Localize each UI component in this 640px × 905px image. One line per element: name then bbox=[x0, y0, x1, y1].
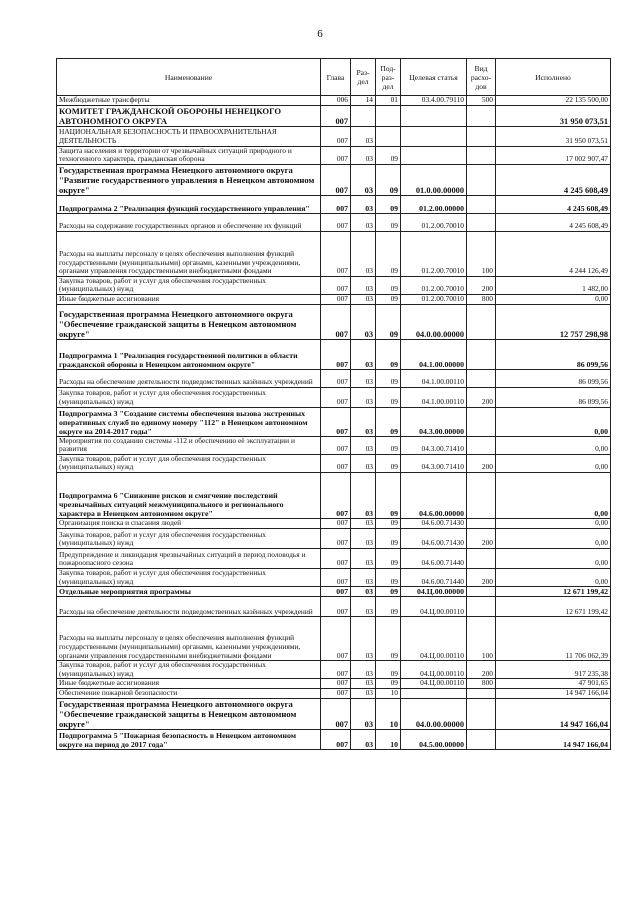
cell-vid bbox=[467, 146, 496, 164]
cell-article: 03.4.00.79110 bbox=[401, 96, 467, 106]
cell-razdel: 03 bbox=[351, 294, 376, 304]
cell-vid: 800 bbox=[467, 294, 496, 304]
cell-amount: 12 671 199,42 bbox=[496, 587, 611, 597]
table-row bbox=[57, 729, 611, 749]
cell-podrazdel: 09 bbox=[376, 454, 401, 472]
cell-vid bbox=[467, 518, 496, 528]
header-glava: Глава bbox=[321, 59, 351, 96]
cell-vid bbox=[467, 698, 496, 729]
cell-name: Закупка товаров, работ и услуг для обеспечения государственных (муниципальных) нужд bbox=[57, 661, 321, 679]
cell-glava: 007 bbox=[321, 387, 351, 407]
cell-vid bbox=[467, 213, 496, 231]
cell-amount: 0,00 bbox=[496, 454, 611, 472]
cell-amount: 0,00 bbox=[496, 568, 611, 586]
cell-podrazdel: 09 bbox=[376, 587, 401, 597]
cell-name: Расходы на содержание государственных органов и обеспечение их функций bbox=[57, 213, 321, 231]
cell-vid bbox=[467, 688, 496, 698]
cell-name: Мероприятия по созданию системы -112 и обеспечению её эксплуатации и развития bbox=[57, 436, 321, 454]
cell-vid: 200 bbox=[467, 568, 496, 586]
cell-glava: 007 bbox=[321, 213, 351, 231]
cell-article: 01.2.00.70010 bbox=[401, 213, 467, 231]
cell-podrazdel bbox=[376, 105, 401, 126]
cell-podrazdel: 10 bbox=[376, 698, 401, 729]
cell-glava: 007 bbox=[321, 126, 351, 146]
cell-name: Расходы на обеспечение деятельности подведомственных казённых учреждений bbox=[57, 597, 321, 617]
cell-amount: 0,00 bbox=[496, 436, 611, 454]
cell-amount: 0,00 bbox=[496, 407, 611, 436]
cell-name: Обеспечение пожарной безопасности bbox=[57, 688, 321, 698]
cell-article: 04.6.00.00000 bbox=[401, 472, 467, 518]
cell-podrazdel: 09 bbox=[376, 276, 401, 294]
cell-name: Закупка товаров, работ и услуг для обеспечения государственных (муниципальных) нужд bbox=[57, 568, 321, 586]
table-row bbox=[57, 568, 611, 586]
cell-vid: 800 bbox=[467, 679, 496, 689]
cell-name: Расходы на выплаты персоналу в целях обеспечения выполнения функций государственными (муниципальными) органами, казенными учреждениями, органами управления государственными внебюджетными фондами bbox=[57, 231, 321, 276]
table-row bbox=[57, 587, 611, 597]
cell-vid: 200 bbox=[467, 661, 496, 679]
cell-vid bbox=[467, 548, 496, 568]
cell-name: Иные бюджетные ассигнования bbox=[57, 679, 321, 689]
cell-vid bbox=[467, 597, 496, 617]
table-row bbox=[57, 146, 611, 164]
table-row bbox=[57, 195, 611, 213]
cell-glava: 007 bbox=[321, 195, 351, 213]
table-row bbox=[57, 528, 611, 548]
page-number: 6 bbox=[317, 28, 323, 40]
cell-glava: 007 bbox=[321, 436, 351, 454]
cell-podrazdel: 09 bbox=[376, 164, 401, 195]
cell-vid bbox=[467, 472, 496, 518]
cell-amount: 4 244 126,49 bbox=[496, 231, 611, 276]
cell-amount: 14 947 166,04 bbox=[496, 698, 611, 729]
table-row bbox=[57, 597, 611, 617]
table-row bbox=[57, 126, 611, 146]
cell-name: Государственная программа Ненецкого автономного округа "Обеспечение гражданской защиты в Ненецком автономном округе" bbox=[57, 304, 321, 339]
cell-razdel: 03 bbox=[351, 698, 376, 729]
cell-amount: 14 947 166,04 bbox=[496, 729, 611, 749]
cell-article: 04.6.00.71440 bbox=[401, 568, 467, 586]
cell-vid: 200 bbox=[467, 276, 496, 294]
cell-article: 04.3.00.71410 bbox=[401, 454, 467, 472]
cell-article: 04.1.00.00000 bbox=[401, 339, 467, 369]
cell-amount: 12 757 298,98 bbox=[496, 304, 611, 339]
cell-podrazdel: 09 bbox=[376, 548, 401, 568]
cell-razdel: 03 bbox=[351, 548, 376, 568]
cell-glava: 007 bbox=[321, 276, 351, 294]
cell-glava: 007 bbox=[321, 597, 351, 617]
cell-glava: 007 bbox=[321, 231, 351, 276]
cell-vid: 200 bbox=[467, 387, 496, 407]
table-row bbox=[57, 369, 611, 387]
table-row bbox=[57, 617, 611, 661]
cell-podrazdel: 10 bbox=[376, 729, 401, 749]
cell-amount: 0,00 bbox=[496, 518, 611, 528]
cell-amount: 0,00 bbox=[496, 548, 611, 568]
cell-article: 04.5.00.00000 bbox=[401, 729, 467, 749]
cell-razdel: 03 bbox=[351, 195, 376, 213]
cell-glava: 006 bbox=[321, 96, 351, 106]
budget-table bbox=[56, 58, 611, 750]
table-row bbox=[57, 276, 611, 294]
cell-glava: 007 bbox=[321, 688, 351, 698]
cell-amount: 4 245 608,49 bbox=[496, 213, 611, 231]
cell-razdel: 03 bbox=[351, 304, 376, 339]
cell-glava: 007 bbox=[321, 339, 351, 369]
cell-razdel bbox=[351, 105, 376, 126]
cell-razdel: 03 bbox=[351, 617, 376, 661]
cell-vid: 200 bbox=[467, 454, 496, 472]
table-row bbox=[57, 454, 611, 472]
cell-glava: 007 bbox=[321, 407, 351, 436]
cell-vid bbox=[467, 126, 496, 146]
cell-vid bbox=[467, 436, 496, 454]
header-razdel: Раз- дел bbox=[351, 59, 376, 96]
cell-podrazdel: 09 bbox=[376, 597, 401, 617]
header-article: Целевая статья bbox=[401, 59, 467, 96]
cell-amount: 31 950 073,51 bbox=[496, 126, 611, 146]
table-row bbox=[57, 436, 611, 454]
cell-amount: 86 099,56 bbox=[496, 339, 611, 369]
table-row bbox=[57, 294, 611, 304]
cell-glava: 007 bbox=[321, 568, 351, 586]
cell-article: 04.3.00.71410 bbox=[401, 436, 467, 454]
cell-article: 04.1.00.00110 bbox=[401, 387, 467, 407]
cell-article: 04.Ц.00.00110 bbox=[401, 597, 467, 617]
cell-name: Предупреждение и ликвидация чрезвычайных ситуаций в период половодья и пожароопасного сезона bbox=[57, 548, 321, 568]
cell-name: Подпрограмма 5 "Пожарная безопасность в Ненецком автономном округе на период до 2017 года" bbox=[57, 729, 321, 749]
cell-razdel: 03 bbox=[351, 528, 376, 548]
cell-glava: 007 bbox=[321, 454, 351, 472]
cell-razdel: 03 bbox=[351, 387, 376, 407]
cell-glava: 007 bbox=[321, 294, 351, 304]
header-name: Наименование bbox=[57, 59, 321, 96]
cell-amount: 4 245 608,49 bbox=[496, 164, 611, 195]
cell-razdel: 03 bbox=[351, 597, 376, 617]
cell-name: Подпрограмма 2 "Реализация функций государственного управления" bbox=[57, 195, 321, 213]
cell-podrazdel: 09 bbox=[376, 213, 401, 231]
cell-razdel: 03 bbox=[351, 472, 376, 518]
cell-name: Защита населения и территории от чрезвычайных ситуаций природного и техногенного характера, гражданская оборона bbox=[57, 146, 321, 164]
cell-vid bbox=[467, 587, 496, 597]
cell-name: НАЦИОНАЛЬНАЯ БЕЗОПАСНОСТЬ И ПРАВООХРАНИТЕЛЬНАЯ ДЕЯТЕЛЬНОСТЬ bbox=[57, 126, 321, 146]
cell-podrazdel: 09 bbox=[376, 679, 401, 689]
cell-podrazdel: 09 bbox=[376, 339, 401, 369]
cell-vid: 500 bbox=[467, 96, 496, 106]
cell-vid: 200 bbox=[467, 528, 496, 548]
cell-razdel: 03 bbox=[351, 568, 376, 586]
cell-razdel: 03 bbox=[351, 454, 376, 472]
table-row bbox=[57, 231, 611, 276]
cell-name: Закупка товаров, работ и услуг для обеспечения государственных (муниципальных) нужд bbox=[57, 528, 321, 548]
cell-name: Государственная программа Ненецкого автономного округа "Обеспечение гражданской защиты в Ненецком автономном округе" bbox=[57, 698, 321, 729]
cell-article: 04.6.00.71430 bbox=[401, 518, 467, 528]
table-row bbox=[57, 213, 611, 231]
cell-name: Государственная программа Ненецкого автономного округа "Развитие государственного управления в Ненецком автономном округе" bbox=[57, 164, 321, 195]
cell-amount: 14 947 166,04 bbox=[496, 688, 611, 698]
cell-name: Иные бюджетные ассигнования bbox=[57, 294, 321, 304]
table-row bbox=[57, 472, 611, 518]
cell-podrazdel: 09 bbox=[376, 304, 401, 339]
cell-amount: 0,00 bbox=[496, 528, 611, 548]
cell-name: Закупка товаров, работ и услуг для обеспечения государственных (муниципальных) нужд bbox=[57, 454, 321, 472]
cell-razdel: 03 bbox=[351, 146, 376, 164]
cell-razdel: 03 bbox=[351, 164, 376, 195]
table-row bbox=[57, 105, 611, 126]
cell-glava: 007 bbox=[321, 105, 351, 126]
cell-article: 04.Ц.00.00110 bbox=[401, 617, 467, 661]
cell-vid bbox=[467, 195, 496, 213]
cell-article: 01.2.00.00000 bbox=[401, 195, 467, 213]
cell-article: 04.3.00.00000 bbox=[401, 407, 467, 436]
table-row bbox=[57, 387, 611, 407]
cell-podrazdel: 09 bbox=[376, 661, 401, 679]
cell-article bbox=[401, 688, 467, 698]
header-vid: Вид расхо- дов bbox=[467, 59, 496, 96]
cell-article: 01.0.00.00000 bbox=[401, 164, 467, 195]
cell-podrazdel: 09 bbox=[376, 436, 401, 454]
cell-glava: 007 bbox=[321, 587, 351, 597]
cell-article bbox=[401, 126, 467, 146]
cell-vid: 100 bbox=[467, 231, 496, 276]
cell-razdel: 03 bbox=[351, 126, 376, 146]
cell-glava: 007 bbox=[321, 369, 351, 387]
table-row bbox=[57, 548, 611, 568]
cell-razdel: 03 bbox=[351, 369, 376, 387]
cell-amount: 0,00 bbox=[496, 294, 611, 304]
cell-article: 01.2.00.70010 bbox=[401, 231, 467, 276]
cell-glava: 007 bbox=[321, 528, 351, 548]
cell-razdel: 03 bbox=[351, 587, 376, 597]
cell-vid: 100 bbox=[467, 617, 496, 661]
table-row bbox=[57, 688, 611, 698]
cell-podrazdel: 09 bbox=[376, 518, 401, 528]
table-row bbox=[57, 698, 611, 729]
cell-glava: 007 bbox=[321, 164, 351, 195]
cell-glava: 007 bbox=[321, 698, 351, 729]
cell-podrazdel bbox=[376, 126, 401, 146]
cell-podrazdel: 09 bbox=[376, 231, 401, 276]
header-podrazdel: Под- раз- дел bbox=[376, 59, 401, 96]
cell-name: Подпрограмма 6 "Снижение рисков и смягчение последствий чрезвычайных ситуаций межмуниципального и регионального характера в Ненецком автономном округе" bbox=[57, 472, 321, 518]
table-row bbox=[57, 96, 611, 106]
cell-name: Расходы на выплаты персоналу в целях обеспечения выполнения функций государственными (муниципальными) органами, казенными учреждениями, органами управления государственными внебюджетными фондами bbox=[57, 617, 321, 661]
cell-vid bbox=[467, 339, 496, 369]
cell-amount: 0,00 bbox=[496, 472, 611, 518]
cell-podrazdel: 09 bbox=[376, 528, 401, 548]
cell-amount: 86 099,56 bbox=[496, 369, 611, 387]
cell-razdel: 14 bbox=[351, 96, 376, 106]
cell-article bbox=[401, 105, 467, 126]
cell-vid bbox=[467, 105, 496, 126]
table-row bbox=[57, 164, 611, 195]
cell-amount: 86 099,56 bbox=[496, 387, 611, 407]
cell-article: 01.2.00.70010 bbox=[401, 294, 467, 304]
cell-podrazdel: 09 bbox=[376, 472, 401, 518]
cell-amount: 12 671 199,42 bbox=[496, 597, 611, 617]
cell-glava: 007 bbox=[321, 304, 351, 339]
cell-podrazdel: 09 bbox=[376, 146, 401, 164]
cell-name: Подпрограмма 3 "Создание системы обеспечения вызова экстренных оперативных служб по единому номеру "112" в Ненецком автономном округе на 2014-2017 годы" bbox=[57, 407, 321, 436]
cell-razdel: 03 bbox=[351, 436, 376, 454]
cell-name: КОМИТЕТ ГРАЖДАНСКОЙ ОБОРОНЫ НЕНЕЦКОГО АВТОНОМНОГО ОКРУГА bbox=[57, 105, 321, 126]
cell-name: Расходы на обеспечение деятельности подведомственных казённых учреждений bbox=[57, 369, 321, 387]
table-row bbox=[57, 304, 611, 339]
cell-article: 01.2.00.70010 bbox=[401, 276, 467, 294]
cell-amount: 11 706 062,39 bbox=[496, 617, 611, 661]
table-body bbox=[57, 96, 611, 750]
cell-podrazdel: 09 bbox=[376, 617, 401, 661]
cell-name: Закупка товаров, работ и услуг для обеспечения государственных (муниципальных) нужд bbox=[57, 276, 321, 294]
cell-razdel: 03 bbox=[351, 276, 376, 294]
header-row bbox=[57, 59, 611, 96]
cell-article: 04.1.00.00110 bbox=[401, 369, 467, 387]
table-row bbox=[57, 518, 611, 528]
cell-name: Межбюджетные трансферты bbox=[57, 96, 321, 106]
cell-razdel: 03 bbox=[351, 407, 376, 436]
table-row bbox=[57, 407, 611, 436]
cell-razdel: 03 bbox=[351, 679, 376, 689]
cell-article: 04.Ц.00.00000 bbox=[401, 587, 467, 597]
cell-article: 04.Ц.00.00110 bbox=[401, 679, 467, 689]
cell-amount: 31 950 073,51 bbox=[496, 105, 611, 126]
cell-article: 04.6.00.71430 bbox=[401, 528, 467, 548]
cell-article: 04.6.00.71440 bbox=[401, 548, 467, 568]
table-row bbox=[57, 661, 611, 679]
cell-amount: 4 245 608,49 bbox=[496, 195, 611, 213]
cell-glava: 007 bbox=[321, 518, 351, 528]
cell-vid bbox=[467, 369, 496, 387]
table-row bbox=[57, 679, 611, 689]
cell-name: Подпрограмма 1 "Реализация государственной политики в области гражданской обороны в Ненецком автономном округе" bbox=[57, 339, 321, 369]
cell-glava: 007 bbox=[321, 661, 351, 679]
cell-amount: 17 002 907,47 bbox=[496, 146, 611, 164]
cell-podrazdel: 01 bbox=[376, 96, 401, 106]
cell-amount: 917 235,38 bbox=[496, 661, 611, 679]
cell-podrazdel: 09 bbox=[376, 407, 401, 436]
cell-amount: 22 135 500,00 bbox=[496, 96, 611, 106]
cell-vid bbox=[467, 729, 496, 749]
cell-podrazdel: 09 bbox=[376, 369, 401, 387]
cell-name: Организация поиска и спасания людей bbox=[57, 518, 321, 528]
cell-glava: 007 bbox=[321, 548, 351, 568]
cell-razdel: 03 bbox=[351, 213, 376, 231]
header-amount: Исполнено bbox=[496, 59, 611, 96]
cell-podrazdel: 09 bbox=[376, 195, 401, 213]
cell-glava: 007 bbox=[321, 679, 351, 689]
cell-razdel: 03 bbox=[351, 729, 376, 749]
cell-razdel: 03 bbox=[351, 231, 376, 276]
cell-name: Закупка товаров, работ и услуг для обеспечения государственных (муниципальных) нужд bbox=[57, 387, 321, 407]
cell-name: Отдельные мероприятия программы bbox=[57, 587, 321, 597]
cell-glava: 007 bbox=[321, 146, 351, 164]
cell-razdel: 03 bbox=[351, 339, 376, 369]
cell-razdel: 03 bbox=[351, 518, 376, 528]
cell-glava: 007 bbox=[321, 729, 351, 749]
table-row bbox=[57, 339, 611, 369]
cell-amount: 47 901,65 bbox=[496, 679, 611, 689]
cell-vid bbox=[467, 407, 496, 436]
cell-article bbox=[401, 146, 467, 164]
cell-article: 04.0.00.00000 bbox=[401, 304, 467, 339]
cell-glava: 007 bbox=[321, 472, 351, 518]
cell-podrazdel: 10 bbox=[376, 688, 401, 698]
cell-article: 04.Ц.00.00110 bbox=[401, 661, 467, 679]
cell-vid bbox=[467, 304, 496, 339]
cell-podrazdel: 09 bbox=[376, 387, 401, 407]
cell-article: 04.0.00.00000 bbox=[401, 698, 467, 729]
cell-razdel: 03 bbox=[351, 688, 376, 698]
cell-amount: 1 482,00 bbox=[496, 276, 611, 294]
cell-glava: 007 bbox=[321, 617, 351, 661]
cell-podrazdel: 09 bbox=[376, 294, 401, 304]
cell-razdel: 03 bbox=[351, 661, 376, 679]
cell-vid bbox=[467, 164, 496, 195]
cell-podrazdel: 09 bbox=[376, 568, 401, 586]
